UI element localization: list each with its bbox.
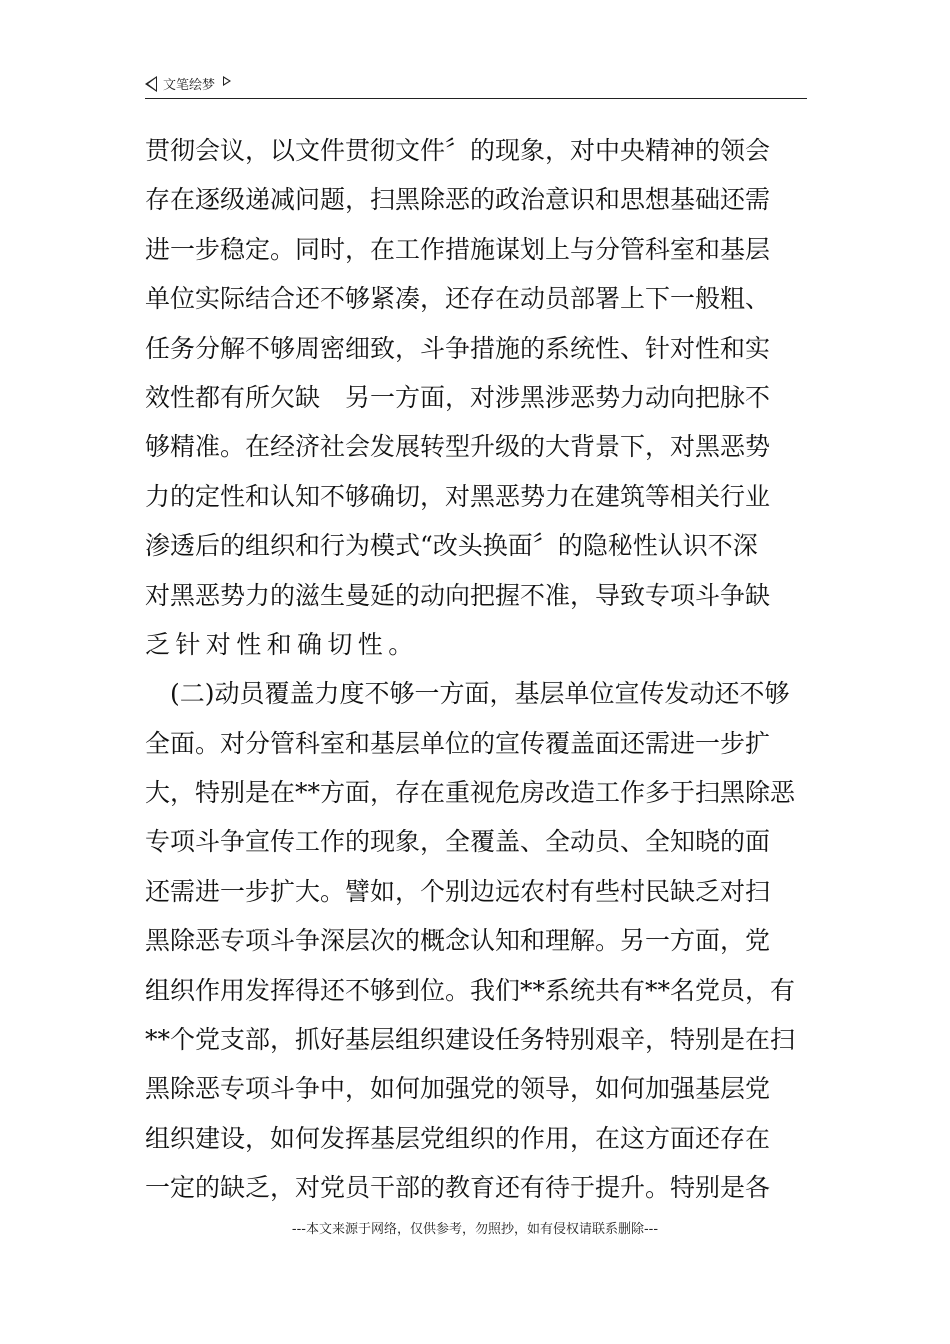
right-triangle-icon	[223, 76, 231, 86]
text-line: 一定的缺乏，对党员干部的教育还有待于提升。特别是各	[145, 1173, 771, 1203]
page-header	[145, 72, 807, 99]
text-line: 对黑恶势力的滋生曼延的动向把握不准，导致专项斗争缺	[145, 580, 771, 610]
text-line: 力的定性和认知不够确切，对黑恶势力在建筑等相关行业	[145, 481, 771, 511]
text-line: 组织作用发挥得还不够到位。我们**系统共有**名党员，有	[145, 975, 796, 1005]
text-line: 进一步稳定。同时，在工作措施谋划上与分管科室和基层	[145, 234, 771, 264]
text-line: 还需进一步扩大。譬如，个别边远农村有些村民缺乏对扫	[145, 876, 771, 906]
text-line: 全面。对分管科室和基层单位的宣传覆盖面还需进一步扩	[145, 728, 771, 758]
text-line: 贯彻会议，以文件贯彻文件〞的现象，对中央精神的领会	[145, 136, 771, 165]
left-triangle-icon	[145, 76, 157, 92]
text-line: 黑除恶专项斗争深层次的概念认知和理解。另一方面，党	[145, 926, 771, 956]
text-line: 存在逐级递减问题，扫黑除恶的政治意识和思想基础还需	[145, 185, 771, 215]
text-line: 效性都有所欠缺 另一方面，对涉黑涉恶势力动向把脉不	[145, 382, 771, 412]
text-line: 大，特别是在**方面，存在重视危房改造工作多于扫黑除恶	[145, 778, 796, 808]
text-line: 单位实际结合还不够紧凑，还存在动员部署上下一般粗、	[145, 284, 771, 314]
text-line: 渗透后的组织和行为模式“改头换面〞的隐秘性认识不深	[145, 531, 758, 561]
text-line: 乏针对性和确切性。	[145, 629, 419, 659]
document-body	[145, 126, 809, 1213]
text-line: 黑除恶专项斗争中，如何加强党的领导，如何加强基层党	[145, 1074, 771, 1104]
text-line: 够精准。在经济社会发展转型升级的大背景下，对黑恶势	[145, 432, 771, 462]
text-line: 专项斗争宣传工作的现象，全覆盖、全动员、全知晓的面	[145, 827, 771, 857]
page-footer: ---本文来源于网络，仅供参考，勿照抄，如有侵权请联系删除---	[291, 1222, 659, 1237]
header-brand-text: 文笔绘梦	[163, 78, 216, 93]
text-line: 任务分解不够周密细致，斗争措施的系统性、针对性和实	[145, 333, 771, 363]
header-brand	[145, 74, 231, 93]
text-line: **个党支部，抓好基层组织建设任务特别艰辛，特别是在扫	[145, 1025, 796, 1055]
text-line: (二)动员覆盖力度不够一方面，基层单位宣传发动还不够	[170, 679, 790, 709]
text-line: 组织建设，如何发挥基层党组织的作用，在这方面还存在	[145, 1123, 771, 1153]
